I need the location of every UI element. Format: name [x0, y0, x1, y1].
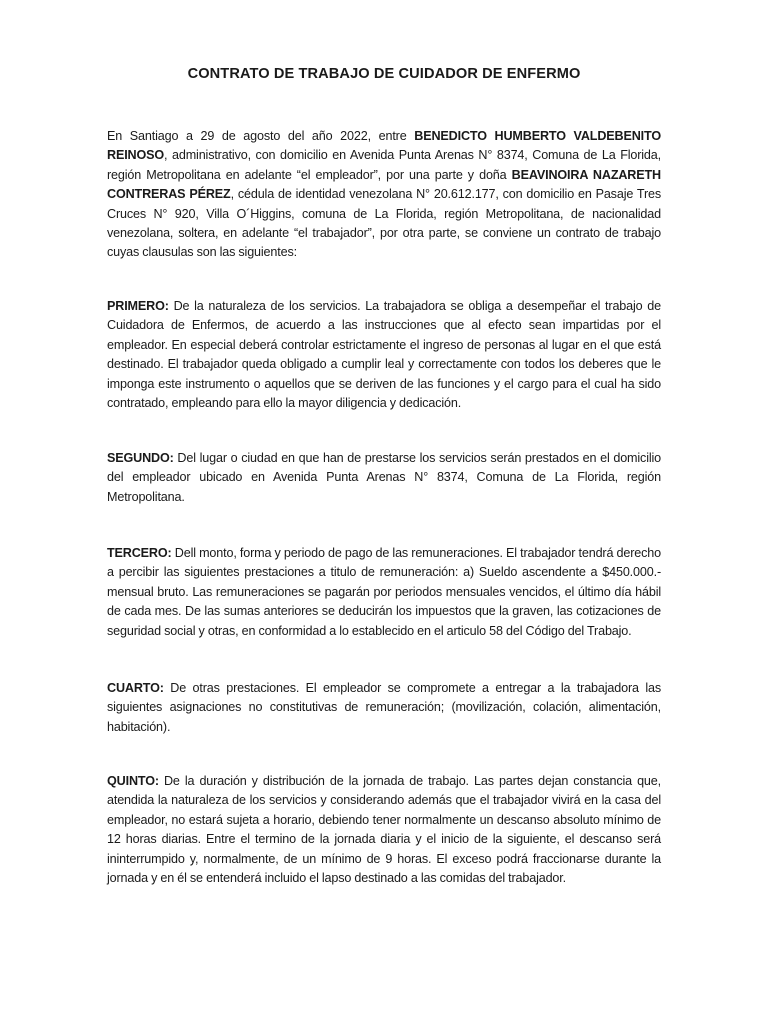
clause-text: Dell monto, forma y periodo de pago de las remuneraciones. El trabajador tendrá derecho a percibir las siguientes prestaciones a titulo de remuneración: a) Sueldo ascendente a $450.000.- mensual bruto. Las remuneraciones se pagarán por periodos mensuales vencidos, el último día hábil de cada mes. De las sumas anteriores se deducirán los impuestos que la graven, las cotizaciones de seguridad social y otras, en conformidad a lo establecido en el articulo 58 del Código del Trabajo.	[107, 546, 661, 638]
clause-text: Del lugar o ciudad en que han de prestarse los servicios serán prestados en el domicilio del empleador ubicado en Avenida Punta Arenas N° 8374, Comuna de La Florida, región Metropolitana.	[107, 451, 661, 504]
worker-name: BEAVINOIRA NAZARETH CONTRERAS PÉREZ	[107, 167, 661, 202]
clause-primero	[107, 297, 661, 413]
clause-quinto	[107, 772, 661, 888]
clause-cuarto	[107, 679, 661, 737]
clause-heading: SEGUNDO:	[107, 451, 174, 465]
intro-text-3: , cédula de identidad venezolana N° 20.612.177, con domicilio en Pasaje Tres Cruces N° 920, Villa O´Higgins, comuna de La Florida, región Metropolitana, de nacionalidad venezolana, soltera, en adelante “el trabajador”, por otra parte, se conviene un contrato de trabajo cuyas clausulas son las siguientes:	[107, 187, 661, 260]
clause-heading: TERCERO:	[107, 546, 172, 560]
clause-text: De otras prestaciones. El empleador se compromete a entregar a la trabajadora las siguientes asignaciones no constitutivas de remuneración; (movilización, colación, alimentación, habitación).	[107, 681, 661, 734]
clause-text: De la naturaleza de los servicios. La trabajadora se obliga a desempeñar el trabajo de Cuidadora de Enfermos, de acuerdo a las instrucciones que al efecto sean impartidas por el empleador. En especial deberá controlar estrictamente el ingreso de personas al lugar en el que está destinado. El trabajador queda obligado a cumplir leal y correctamente con todos los deberes que le imponga este instrumento o aquellos que se deriven de las funciones y el cargo para el cual ha sido contratado, empleando para ello la mayor diligencia y dedicación.	[107, 299, 661, 411]
clause-heading: QUINTO:	[107, 774, 159, 788]
clause-heading: CUARTO:	[107, 681, 164, 695]
employer-name: BENEDICTO HUMBERTO VALDEBENITO REINOSO	[107, 129, 661, 163]
clause-tercero	[107, 544, 661, 641]
document-title: CONTRATO DE TRABAJO DE CUIDADOR DE ENFERMO	[187, 66, 581, 82]
clause-heading: PRIMERO:	[107, 299, 169, 313]
intro-text-2: , administrativo, con domicilio en Avenida Punta Arenas N° 8374, Comuna de La Florida, región Metropolitana en adelante “el empleador”, por una parte y doña	[107, 148, 661, 182]
intro-paragraph	[107, 127, 661, 263]
clause-segundo	[107, 449, 661, 507]
clause-text: De la duración y distribución de la jornada de trabajo. Las partes dejan constancia que, atendida la naturaleza de los servicios y considerando además que el trabajador vivirá en la casa del empleador, no estará sujeta a horario, debiendo tener normalmente un descanso absoluto mínimo de 12 horas diarias. Entre el termino de la jornada diaria y el inicio de la siguiente, el descanso será ininterrumpido y, normalmente, de un mínimo de 9 horas. El exceso podrá fraccionarse durante la jornada y en él se entenderá incluido el lapso destinado a las comidas del trabajador.	[107, 774, 661, 886]
intro-text-1: En Santiago a 29 de agosto del año 2022, entre	[107, 129, 415, 143]
